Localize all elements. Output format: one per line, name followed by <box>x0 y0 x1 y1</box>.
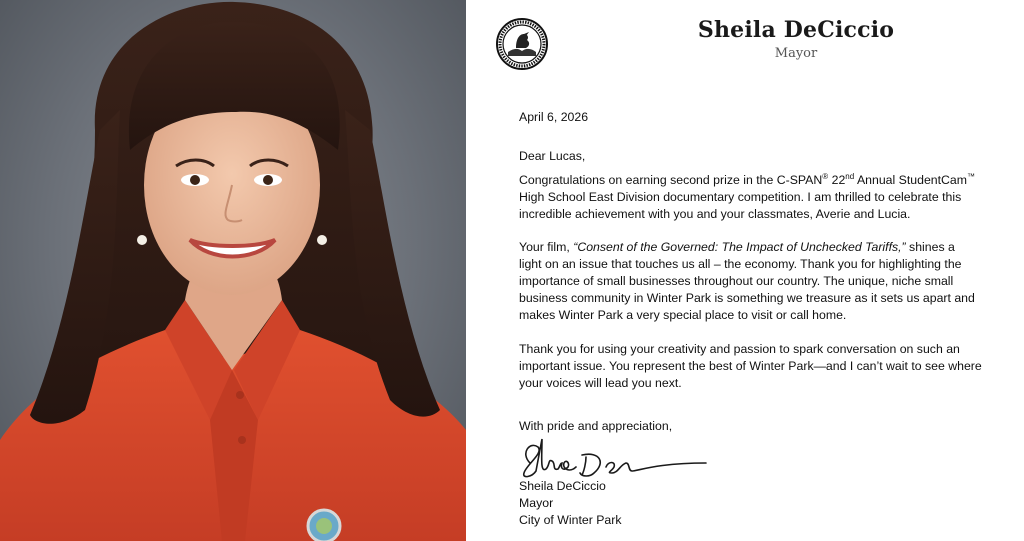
letter-page <box>466 0 1024 541</box>
p2-line-4: business community in Winter Park is something we treasure as it sets us apart and <box>519 291 975 305</box>
p2-line-5: makes Winter Park a very special place to visit or call home. <box>519 308 847 322</box>
handwritten-signature <box>516 433 716 483</box>
pin-badge-icon <box>308 510 340 541</box>
signer-name: Sheila DeCiccio <box>519 479 606 493</box>
letter-closing: With pride and appreciation, <box>519 419 673 433</box>
letter-date: April 6, 2026 <box>519 110 589 124</box>
p2-line-1: Your film, “Consent of the Governed: The Impact of Unchecked Tariffs,” shines a <box>519 240 955 254</box>
letter-greeting: Dear Lucas, <box>519 149 586 163</box>
city-seal-icon <box>496 18 548 70</box>
paragraph-congratulations <box>519 172 1015 223</box>
film-title: “Consent of the Governed: The Impact of Unchecked Tariffs,” <box>573 240 906 254</box>
p2-line-2: light on an issue that touches us all – the economy. Thank you for highlighting the <box>519 257 962 271</box>
p3-line-2: important issue. You represent the best of Winter Park—and I can’t wait to see where <box>519 359 982 373</box>
letterhead-name: Sheila DeCiccio <box>697 17 895 43</box>
signer-block <box>519 478 622 529</box>
signer-title: Mayor <box>519 496 554 510</box>
portrait-illustration <box>0 0 466 541</box>
paragraph-film <box>519 239 1015 324</box>
p1-line-2: High School East Division documentary competition. I am thrilled to celebrate this <box>519 190 962 204</box>
mayor-portrait-photo <box>0 0 466 541</box>
signer-org: City of Winter Park <box>519 513 622 527</box>
letterhead-title: Mayor <box>774 46 818 61</box>
paragraph-thanks <box>519 341 1015 392</box>
p1-line-1: Congratulations on earning second prize in the C-SPAN® 22nd Annual StudentCam™ <box>519 171 976 187</box>
p3-line-1: Thank you for using your creativity and passion to spark conversation on such an <box>519 342 960 356</box>
p2-line-3: importance of small businesses throughout our country. The unique, niche small <box>519 274 954 288</box>
p3-line-3: your voices will lead you next. <box>519 376 682 390</box>
p1-line-3: incredible achievement with you and your classmates, Averie and Lucia. <box>519 207 911 221</box>
